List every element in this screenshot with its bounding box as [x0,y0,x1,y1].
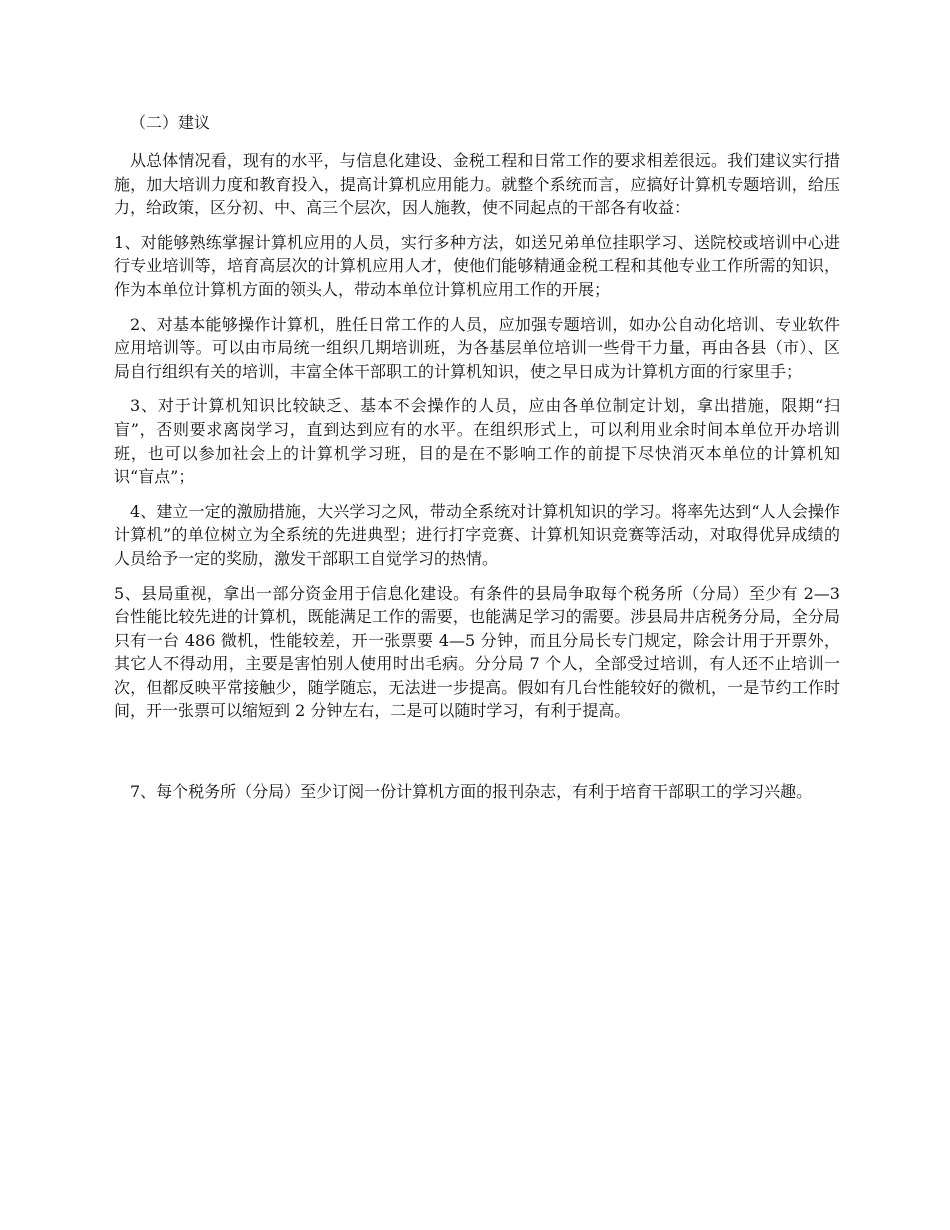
paragraph-item-5: 5、县局重视，拿出一部分资金用于信息化建设。有条件的县局争取每个税务所（分局）至少有 2—3 台性能比较先进的计算机，既能满足工作的需要，也能满足学习的需要。涉县局井店税务分局，全分局只有一台 486 微机，性能较差，开一张票要 4—5 分钟，而且分局长专门规定，除会计用于开票外，其它人不得动用，主要是害怕别人使用时出毛病。分分局 7 个人，全部受过培训，有人还不止培训一次，但都反映平常接触少，随学随忘，无法进一步提高。假如有几台性能较好的微机，一是节约工作时间，开一张票可以缩短到 2 分钟左右，二是可以随时学习，有利于提高。 [114,583,840,721]
paragraph-item-1: 1、对能够熟练掌握计算机应用的人员，实行多种方法，如送兄弟单位挂职学习、送院校或培训中心进行专业培训等，培育高层次的计算机应用人才，使他们能够精通金税工程和其他专业工作所需的知识，作为本单位计算机方面的领头人，带动本单位计算机应用工作的开展； [114,232,840,299]
paragraph-item-4: 4、建立一定的激励措施，大兴学习之风，带动全系统对计算机知识的学习。将率先达到“人人会操作计算机”的单位树立为全系统的先进典型；进行打字竞赛、计算机知识竞赛等活动，对取得优异成绩的人员给予一定的奖励，激发干部职工自觉学习的热情。 [114,501,840,568]
section-heading: （二）建议 [130,113,211,132]
paragraph-item-3: 3、对于计算机知识比较缺乏、基本不会操作的人员，应由各单位制定计划，拿出措施，限期“扫盲”，否则要求离岗学习，直到达到应有的水平。在组织形式上，可以利用业余时间本单位开办培训班，也可以参加社会上的计算机学习班，目的是在不影响工作的前提下尽快消灭本单位的计算机知识“盲点”； [114,396,840,487]
blank-space [114,734,840,780]
paragraph-intro: 从总体情况看，现有的水平，与信息化建设、金税工程和日常工作的要求相差很远。我们建议实行措施，加大培训力度和教育投入，提高计算机应用能力。就整个系统而言，应搞好计算机专题培训，给压力，给政策，区分初、中、高三个层次，因人施教，使不同起点的干部各有收益： [114,151,840,218]
document-page [114,111,840,815]
paragraph-item-7: 7、每个税务所（分局）至少订阅一份计算机方面的报刊杂志，有利于培育干部职工的学习兴趣。 [130,782,813,802]
paragraph-item-2: 2、对基本能够操作计算机，胜任日常工作的人员，应加强专题培训，如办公自动化培训、专业软件应用培训等。可以由市局统一组织几期培训班，为各基层单位培训一些骨干力量，再由各县（市）、区局自行组织有关的培训，丰富全体干部职工的计算机知识，使之早日成为计算机方面的行家里手； [114,314,840,381]
